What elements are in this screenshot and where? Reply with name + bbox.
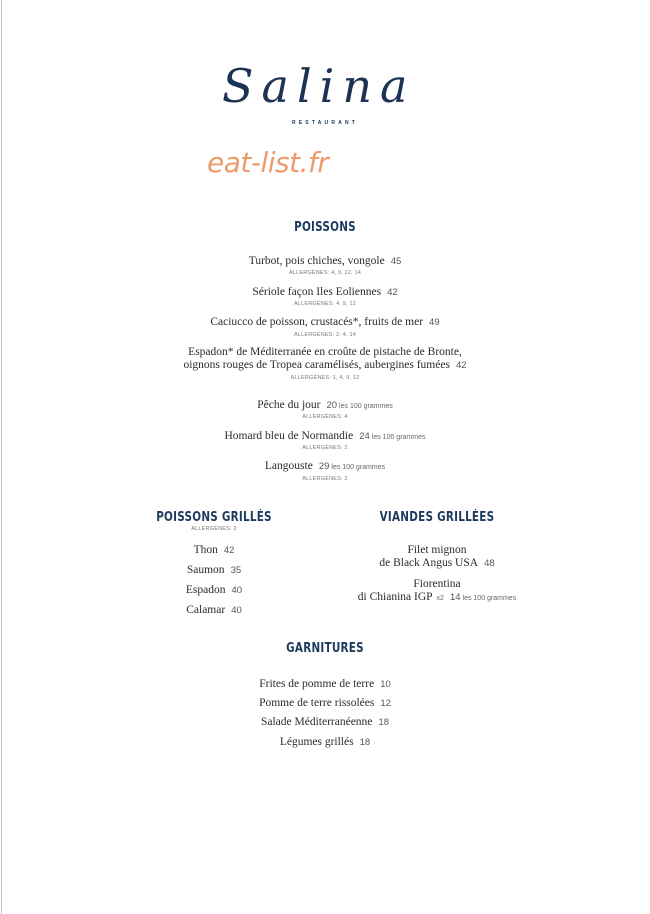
item-name: oignons rouges de Tropea caramélisés, aubergines fumées <box>183 359 450 371</box>
item-price: 49 <box>429 317 440 328</box>
item-price: 40 <box>231 605 242 616</box>
item-price: 12 <box>380 698 391 709</box>
item-name: Espadon* de Méditerranée en croûte de pistache de Bronte, <box>188 346 462 358</box>
allergen-peche-du-jour: ALLERGÈNES: 4 <box>302 414 348 420</box>
item-name: Calamar <box>186 604 226 616</box>
item-price: 14 <box>449 592 461 603</box>
item-name: Filet mignon <box>407 544 467 556</box>
item-price: 48 <box>484 558 495 569</box>
section-title-viandes-grillees: VIANDES GRILLÉES <box>379 510 495 525</box>
allergen-caciucco: ALLERGÈNES: 2, 4, 14 <box>293 332 357 338</box>
section-title-poissons: POISSONS <box>294 220 356 235</box>
restaurant-subtitle: RESTAURANT <box>291 120 359 126</box>
item-name: Homard bleu de Normandie <box>224 430 354 442</box>
menu-item-espadon-grille <box>139 584 289 596</box>
menu-item-saumon <box>139 564 289 576</box>
item-price: 18 <box>359 737 371 748</box>
menu-item-legumes <box>0 736 650 748</box>
menu-item-filet-mignon-line2 <box>337 557 537 569</box>
menu-item-turbot <box>0 255 650 267</box>
item-name: Sériole façon Iles Eoliennes <box>252 286 382 298</box>
item-unit: les 100 grammes <box>371 434 426 441</box>
allergen-poissons-grilles: ALLERGÈNES: 2 <box>191 526 237 532</box>
menu-item-peche-du-jour <box>0 399 650 411</box>
item-name: Pêche du jour <box>257 399 321 411</box>
item-price: 24 <box>359 431 370 442</box>
item-name: Thon <box>193 544 218 556</box>
allergen-espadon: ALLERGÈNES: 1, 4, 9, 12 <box>290 375 360 381</box>
item-name: Langouste <box>264 460 313 472</box>
item-unit: les 100 grammes <box>462 595 517 602</box>
item-price: 40 <box>231 585 243 596</box>
menu-item-espadon-line1 <box>0 346 650 358</box>
item-name: Frites de pomme de terre <box>259 678 375 690</box>
logo-text: Salina <box>222 59 416 113</box>
item-name: Espadon <box>185 584 226 596</box>
item-price: 45 <box>390 256 402 267</box>
allergen-langouste: ALLERGÈNES: 2 <box>302 476 348 482</box>
allergen-homard: ALLERGÈNES: 2 <box>302 445 348 451</box>
menu-item-fiorentina-line2 <box>317 591 557 603</box>
menu-item-salade <box>0 716 650 728</box>
allergen-turbot: ALLERGÈNES: 4, 9, 12, 14 <box>288 270 362 276</box>
item-name: Caciucco de poisson, crustacés*, fruits de mer <box>210 316 424 328</box>
menu-item-seriole <box>0 286 650 298</box>
item-multiplier: x2 <box>436 595 444 602</box>
item-price: 42 <box>387 287 398 298</box>
item-name: Turbot, pois chiches, vongole <box>248 255 385 267</box>
item-price: 20 <box>326 400 338 411</box>
menu-item-calamar <box>139 604 289 616</box>
section-title-garnitures: GARNITURES <box>286 641 364 656</box>
allergen-seriole: ALLERGÈNES: 4, 9, 12 <box>293 301 357 307</box>
menu-item-espadon-line2 <box>0 359 650 371</box>
item-name: de Black Angus USA <box>379 557 479 569</box>
menu-item-fiorentina-line1 <box>337 578 537 590</box>
item-unit: les 100 grammes <box>331 464 386 471</box>
item-name: Salade Méditerranéenne <box>260 716 373 728</box>
menu-item-homard <box>0 430 650 442</box>
menu-item-caciucco <box>0 316 650 328</box>
menu-item-langouste <box>0 460 650 472</box>
salina-script-logo <box>220 52 430 114</box>
item-name: Légumes grillés <box>279 736 354 748</box>
item-name: di Chianina IGP <box>357 591 433 603</box>
item-price: 18 <box>378 717 389 728</box>
logo <box>0 52 650 122</box>
item-price: 35 <box>230 565 242 576</box>
item-price: 29 <box>318 461 330 472</box>
page-edge <box>1 0 2 914</box>
menu-item-pomme-rissolees <box>0 697 650 709</box>
menu-item-frites <box>0 678 650 690</box>
item-name: Fiorentina <box>413 578 461 590</box>
item-name: Saumon <box>186 564 225 576</box>
watermark: eat-list.fr <box>207 146 329 179</box>
item-price: 42 <box>455 360 467 371</box>
item-price: 10 <box>380 679 391 690</box>
section-title-poissons-grilles: POISSONS GRILLÉS <box>156 510 272 525</box>
item-price: 42 <box>223 545 235 556</box>
item-unit: les 100 grammes <box>339 403 393 410</box>
item-name: Pomme de terre rissolées <box>259 697 375 709</box>
menu-item-filet-mignon-line1 <box>337 544 537 556</box>
menu-item-thon <box>139 544 289 556</box>
